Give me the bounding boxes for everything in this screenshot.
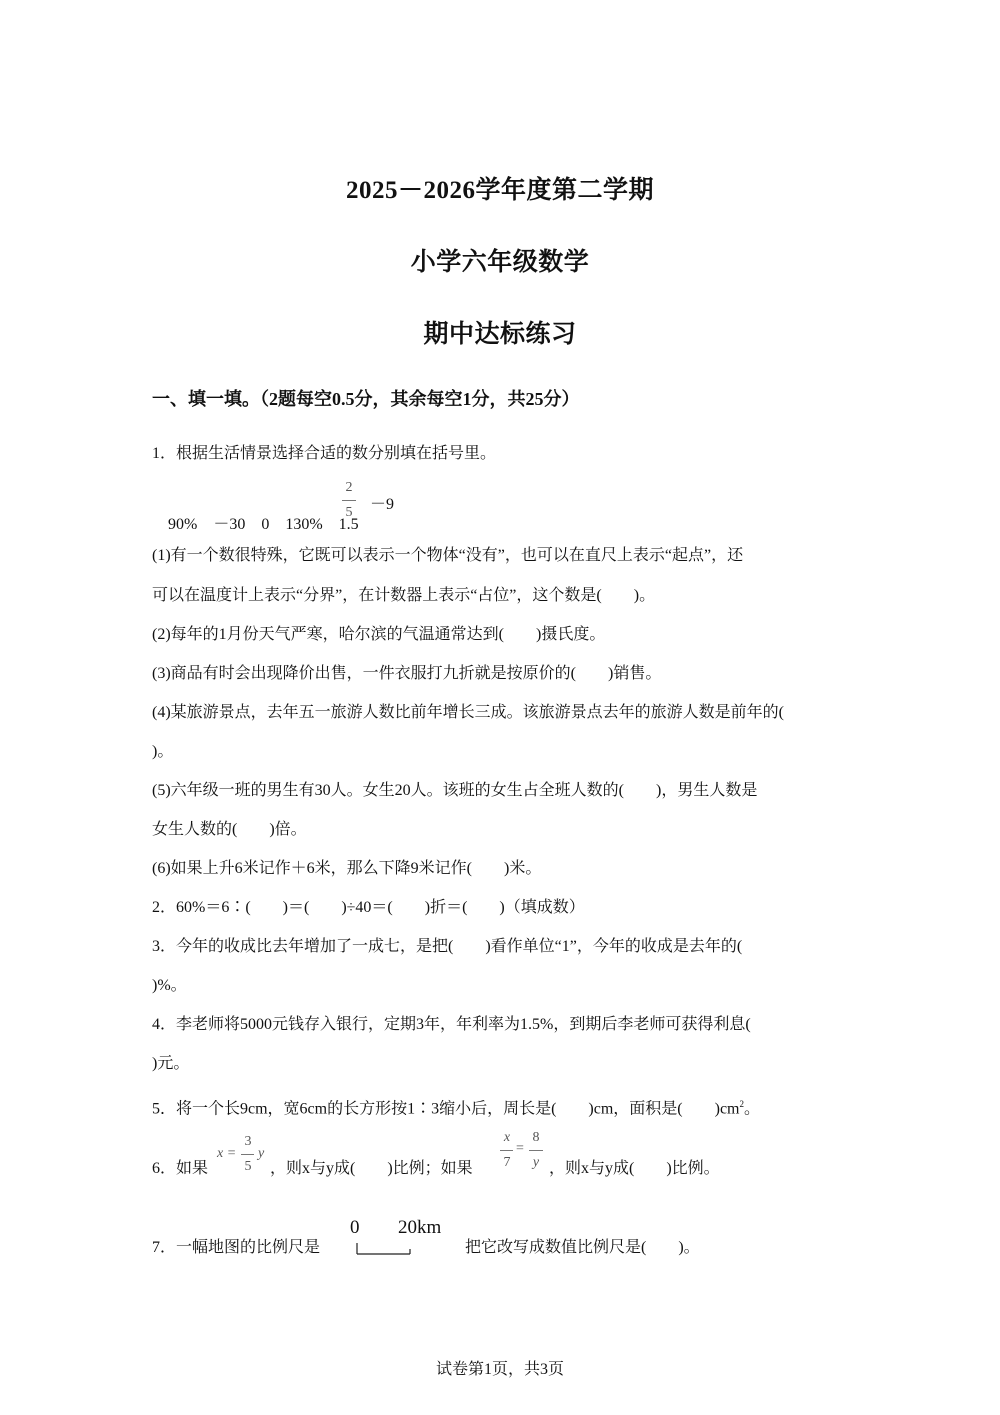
q1-numbers-a: 90% －30 0 130% 1.5 <box>168 516 359 533</box>
exam-title-type: 期中达标练习 <box>423 321 577 348</box>
q6-eq2-numerator2: 8 <box>532 1130 540 1145</box>
q1-fraction-bar <box>342 500 356 501</box>
q6-middle: ，则x与y成( )比例；如果 <box>270 1160 473 1177</box>
q1-numbers-b: －9 <box>370 496 395 513</box>
section-heading: 一、填一填。（2题每空0.5分，其余每空1分，共25分） <box>152 389 580 409</box>
exam-title-subject: 小学六年级数学 <box>410 249 590 276</box>
q5-end: 。 <box>744 1100 761 1118</box>
q6-eq1-left: x = <box>217 1146 237 1161</box>
q2-text: 2．60%＝6∶( )＝( )÷40＝( )折＝( )（填成数） <box>152 899 585 916</box>
exam-title-year: 2025－2026学年度第二学期 <box>345 177 654 204</box>
q1-sub1-line2: 可以在温度计上表示“分界”，在计数器上表示“占位”，这个数是( )。 <box>152 587 656 604</box>
q5-text <box>152 1094 760 1119</box>
q6-eq2-bar2 <box>529 1150 543 1151</box>
q1-sub2: (2)每年的1月份天气严寒，哈尔滨的气温通常达到( )摄氏度。 <box>152 626 606 643</box>
q6-eq1-numerator: 3 <box>244 1134 252 1149</box>
q1-sub3: (3)商品有时会出现降价出售，一件衣服打九折就是按原价的( )销售。 <box>152 665 662 682</box>
q3-line1: 3．今年的收成比去年增加了一成七，是把( )看作单位“1”，今年的收成是去年的( <box>152 938 743 955</box>
page-footer: 试卷第1页，共3页 <box>435 1361 564 1378</box>
q6-end: ，则x与y成( )比例。 <box>549 1160 720 1177</box>
q3-line2: )%。 <box>152 977 187 994</box>
q6-prefix: 6．如果 <box>152 1160 209 1177</box>
q6-eq2-denominator2: y <box>532 1155 540 1170</box>
q5-body: 5．将一个长9cm，宽6cm的长方形按1∶3缩小后，周长是( )cm，面积是( )cm <box>152 1100 740 1118</box>
q6-eq2-equals: = <box>516 1141 524 1156</box>
q1-fraction-numerator: 2 <box>345 480 353 495</box>
q1-sub4-line2: )。 <box>152 743 174 760</box>
q5-superscript: 2 <box>739 1099 745 1109</box>
q1-fraction-denominator: 5 <box>345 505 353 520</box>
q4-line1: 4．李老师将5000元钱存入银行，定期3年，年利率为1.5%，到期后李老师可获得利息( <box>152 1016 751 1033</box>
q6-eq2-bar1 <box>500 1150 513 1151</box>
q6-eq1-denominator: 5 <box>244 1159 252 1174</box>
q4-line2: )元。 <box>152 1055 190 1072</box>
q6-eq2-denominator1: 7 <box>503 1155 511 1170</box>
scale-zero-label: 0 <box>350 1217 360 1238</box>
q1-sub4-line1: (4)某旅游景点，去年五一旅游人数比前年增长三成。该旅游景点去年的旅游人数是前年的( <box>152 704 784 721</box>
scale-bar-icon <box>352 1240 416 1258</box>
q1-sub5-line1: (5)六年级一班的男生有30人。女生20人。该班的女生占全班人数的( )，男生人数是 <box>152 782 758 799</box>
scale-distance-label: 20km <box>398 1217 442 1238</box>
q7-prefix: 7．一幅地图的比例尺是 <box>152 1239 321 1256</box>
q1-stem: 1．根据生活情景选择合适的数分别填在括号里。 <box>152 445 497 462</box>
q6-eq2-numerator1: x <box>503 1130 511 1145</box>
q6-eq1-bar <box>241 1154 254 1155</box>
q1-sub1-line1: (1)有一个数很特殊，它既可以表示一个物体“没有”，也可以在直尺上表示“起点”，还 <box>152 547 744 564</box>
q6-eq1-right: y <box>258 1146 265 1161</box>
q1-sub5-line2: 女生人数的( )倍。 <box>152 821 307 838</box>
q1-sub6: (6)如果上升6米记作＋6米，那么下降9米记作( )米。 <box>152 860 542 877</box>
q7-suffix: 把它改写成数值比例尺是( )。 <box>465 1239 700 1256</box>
